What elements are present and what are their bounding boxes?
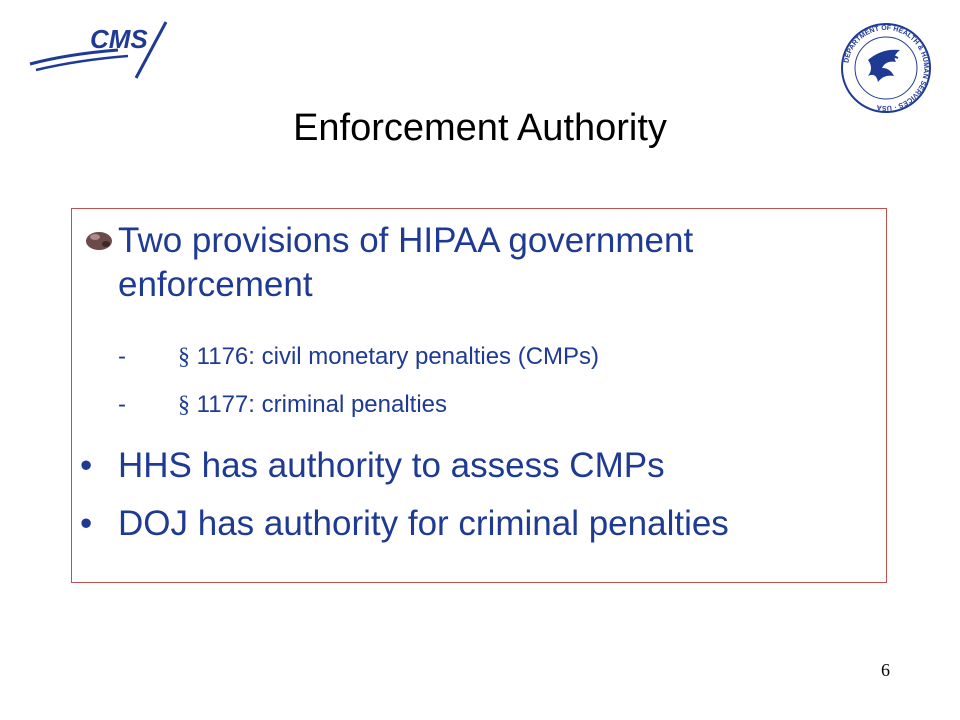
sub-dash: - — [118, 343, 126, 370]
sub-item-1177 — [118, 390, 878, 420]
svg-text:DEPARTMENT OF HEALTH & HUMAN S — [843, 25, 929, 111]
page-number: 6 — [881, 660, 890, 680]
hhs-seal — [838, 20, 934, 116]
slide-title: Enforcement Authority — [293, 107, 667, 149]
bullet-hhs-authority: HHS has authority to assess CMPs — [118, 446, 665, 485]
cms-logo — [28, 18, 178, 82]
sub-dash: - — [118, 391, 126, 418]
section-sign: § — [178, 392, 190, 418]
sub-item-1176 — [118, 342, 878, 372]
bullet-dot: • — [80, 504, 93, 543]
cms-logo-text: CMS — [90, 24, 148, 54]
sub-item-text: 1177: criminal penalties — [190, 391, 448, 418]
bullet-doj-authority: DOJ has authority for criminal penalties — [118, 504, 729, 543]
bullet-hipaa-provisions: Two provisions of HIPAA government enforcement — [118, 221, 694, 304]
seal-text: DEPARTMENT OF HEALTH & HUMAN SERVICES · USA — [843, 24, 930, 112]
bullet-dot: • — [80, 446, 93, 485]
picture-bullet-icon — [84, 226, 114, 252]
sub-item-text: 1176: civil monetary penalties (CMPs) — [190, 343, 600, 370]
section-sign: § — [178, 344, 190, 370]
